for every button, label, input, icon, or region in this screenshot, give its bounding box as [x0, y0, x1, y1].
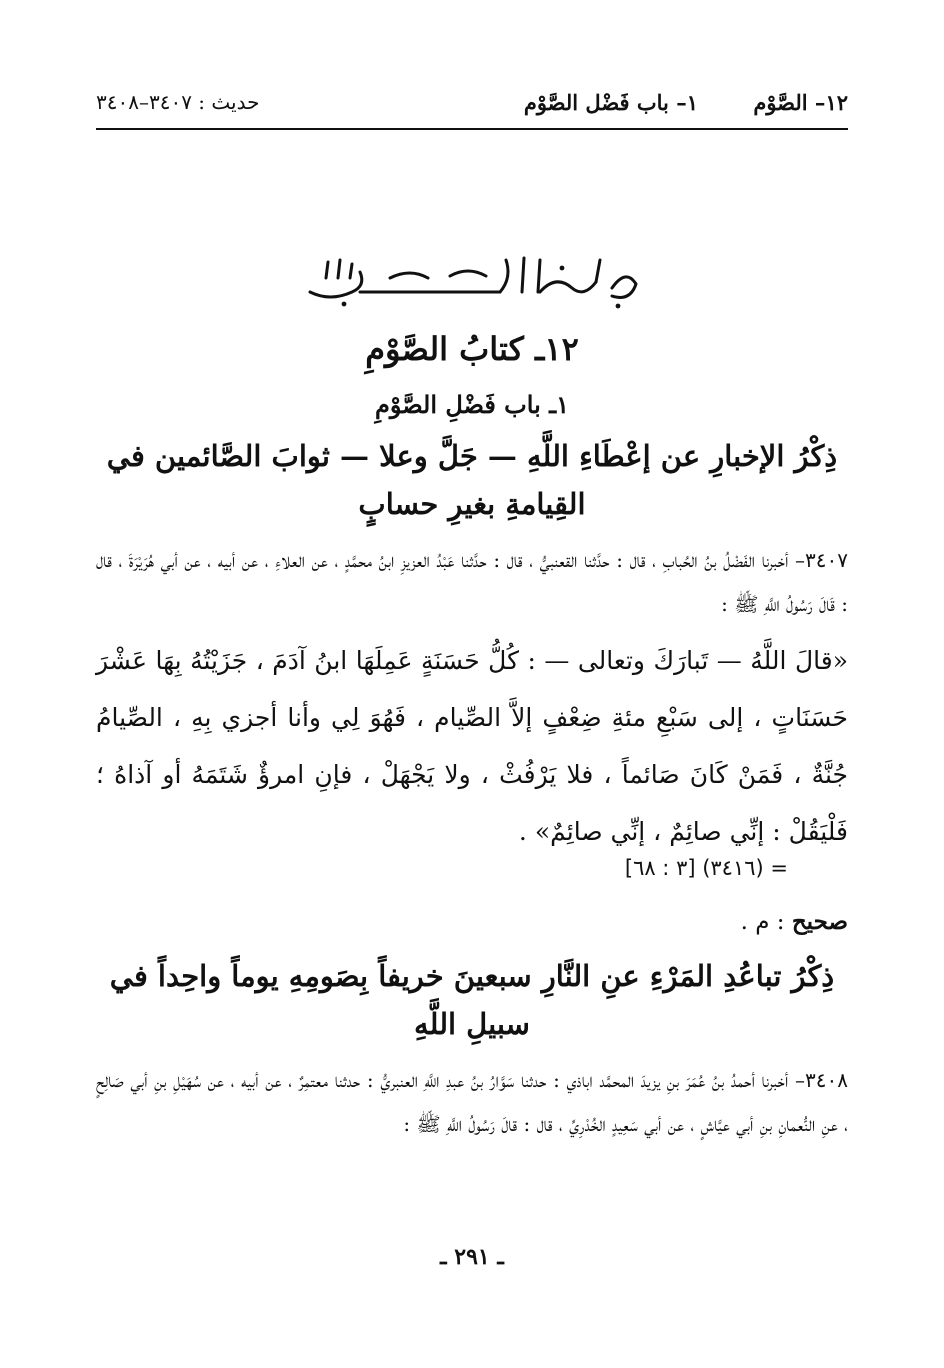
hadith-grade: [741, 908, 848, 935]
hadith-grade-label: صحيح: [791, 908, 848, 935]
section-heading: ذِكْرُ الإخبارِ عن إعْطَاءِ اللَّهِ — جَلَّ وعلا — ثوابَ الصَّائمين في القِيامةِ بغيرِ حسابٍ: [106, 439, 838, 521]
hadith-text: «قالَ اللَّهُ — تَبارَكَ وتعالى — : كُلُّ حَسَنَةٍ عَمِلَهَا ابنُ آدَمَ ، جَزَيْتُهُ بِهَا عَشْرَ حَسَنَاتٍ ، إلى سَبْعِ مئةِ ضِعْفٍ إلاَّ الصِّيام ، فَهُوَ لِي وأنا أجزي بِهِ ، الصِّيامُ جُنَّةٌ ، فَمَنْ كَانَ صَائماً ، فلا يَرْفُثْ ، ولا يَجْهَلْ ، فإنِ امرؤٌ شَتَمَهُ أو آذاهُ ؛ فَلْيَقُلْ : إنِّي صائِمٌ ، إنِّي صائِمٌ» .: [96, 646, 848, 846]
cross-reference: = (٣٤١٦) [٣ : ٦٨]: [624, 856, 788, 880]
hadith-isnad: ٣٤٠٧– أخبرنا الفَضْلُ بنُ الحُبابِ ، قال : حدَّثنا القعنبيُّ ، قال : حدَّثنا عَبْدُ العزيزِ ابنُ محمَّدٍ ، عن العلاءِ ، عن أبيه ، عن أبي هُرَيْرَةَ ، قال : قَالَ رَسُولُ اللَّهِ ﷺ :: [96, 548, 848, 616]
running-header-book: ١٢– الصَّوْم: [753, 90, 848, 115]
basmala-calligraphy-icon: [300, 248, 644, 312]
basmala-calligraphy: [300, 248, 644, 312]
running-header-hadith-range: حديث : ٣٤٠٧–٣٤٠٨: [96, 90, 260, 114]
running-header-chapter: ١– باب فَضْل الصَّوْم: [523, 90, 698, 115]
hadith-grade-value: : م .: [740, 909, 785, 935]
section-heading: ذِكْرُ تباعُدِ المَرْءِ عنِ النَّارِ سبعينَ خريفاً بِصَومِهِ يوماً واحِداً في سبيلِ اللَّهِ: [109, 959, 835, 1041]
header-rule: [96, 128, 848, 130]
chapter-title: ١ـ باب فَضْلِ الصَّوْمِ: [374, 390, 570, 419]
running-header: [96, 84, 848, 124]
book-title: ١٢ـ كتابُ الصَّوْمِ: [365, 330, 579, 368]
hadith-isnad: ٣٤٠٨– أخبرنا أحمدُ بنُ عُمَرَ بنِ يزيدَ المحمَّد اباذي : حدثنا سَوَّارُ بنُ عبدِ اللَّهِ العنبريُّ : حدثنا معتمِرٌ ، عن أبيه ، عن سُهَيْلِ بنِ أبي صَالِحٍ ، عنِ النُّعمانِ بنِ أبي عيَّاشٍ ، عن أبي سَعِيدٍ الخُدْرِيِّ ، قال : قالَ رَسُولُ اللَّهِ ﷺ :: [96, 1068, 848, 1136]
page-number: ـ ٢٩١ ـ: [440, 1244, 504, 1270]
